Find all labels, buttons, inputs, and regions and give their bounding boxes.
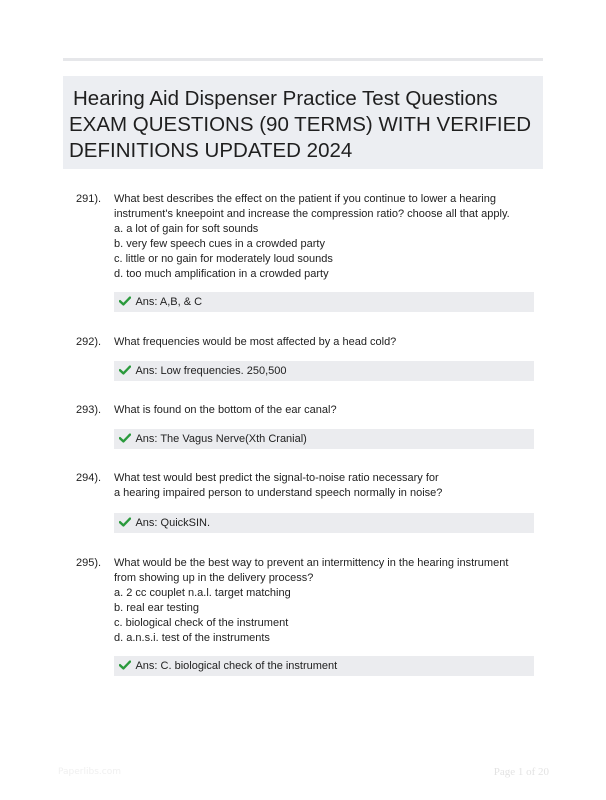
answer-text: Ans: QuickSIN. xyxy=(135,517,211,529)
title-line-3: DEFINITIONS UPDATED 2024 xyxy=(69,139,353,162)
check-icon xyxy=(119,433,131,443)
question-line: What would be the best way to prevent an intermittency in the hearing instrument xyxy=(114,557,509,569)
page-number: Page 1 of 20 xyxy=(493,766,549,778)
question-number: 291). xyxy=(76,193,102,205)
question-line: instrument's kneepoint and increase the compression ratio? choose all that apply. xyxy=(114,208,510,220)
document-title-box xyxy=(63,76,543,169)
question-line: What frequencies would be most affected by a head cold? xyxy=(114,336,397,348)
top-divider xyxy=(63,58,543,61)
answer-box xyxy=(114,292,534,312)
option-c: c. biological check of the instrument xyxy=(114,617,289,629)
question-number: 293). xyxy=(76,404,102,416)
check-icon xyxy=(119,660,131,670)
option-a: a. a lot of gain for soft sounds xyxy=(114,223,259,235)
option-d: d. too much amplification in a crowded party xyxy=(114,268,329,280)
title-line-1: Hearing Aid Dispenser Practice Test Questions xyxy=(73,87,498,110)
answer-box xyxy=(114,513,534,533)
answer-box xyxy=(114,429,534,449)
question-line: from showing up in the delivery process? xyxy=(114,572,314,584)
answer-text: Ans: A,B, & C xyxy=(135,296,203,308)
check-icon xyxy=(119,365,131,375)
footer-watermark: Paperlibs.com xyxy=(58,767,121,777)
question-number: 292). xyxy=(76,336,102,348)
question-text xyxy=(114,192,510,282)
option-c: c. little or no gain for moderately loud sounds xyxy=(114,253,333,265)
question-line: What best describes the effect on the patient if you continue to lower a hearing xyxy=(114,193,496,205)
answer-text: Ans: Low frequencies. 250,500 xyxy=(135,365,287,377)
question-line: a hearing impaired person to understand speech normally in noise? xyxy=(114,487,443,499)
check-icon xyxy=(119,296,131,306)
option-b: b. very few speech cues in a crowded party xyxy=(114,238,325,250)
question-text xyxy=(114,403,337,418)
title-line-2: EXAM QUESTIONS (90 TERMS) WITH VERIFIED xyxy=(69,113,532,136)
answer-text: Ans: The Vagus Nerve(Xth Cranial) xyxy=(135,433,307,445)
option-b: b. real ear testing xyxy=(114,602,199,614)
answer-box xyxy=(114,361,534,381)
answer-box xyxy=(114,656,534,676)
check-icon xyxy=(119,517,131,527)
question-text xyxy=(114,556,508,646)
question-number: 295). xyxy=(76,557,102,569)
option-d: d. a.n.s.i. test of the instruments xyxy=(114,632,270,644)
answer-text: Ans: C. biological check of the instrument xyxy=(135,660,338,672)
question-number: 294). xyxy=(76,472,102,484)
question-line: What test would best predict the signal-to-noise ratio necessary for xyxy=(114,472,439,484)
question-line: What is found on the bottom of the ear canal? xyxy=(114,404,337,416)
question-text xyxy=(114,471,442,501)
option-a: a. 2 cc couplet n.a.l. target matching xyxy=(114,587,291,599)
question-text xyxy=(114,335,396,350)
